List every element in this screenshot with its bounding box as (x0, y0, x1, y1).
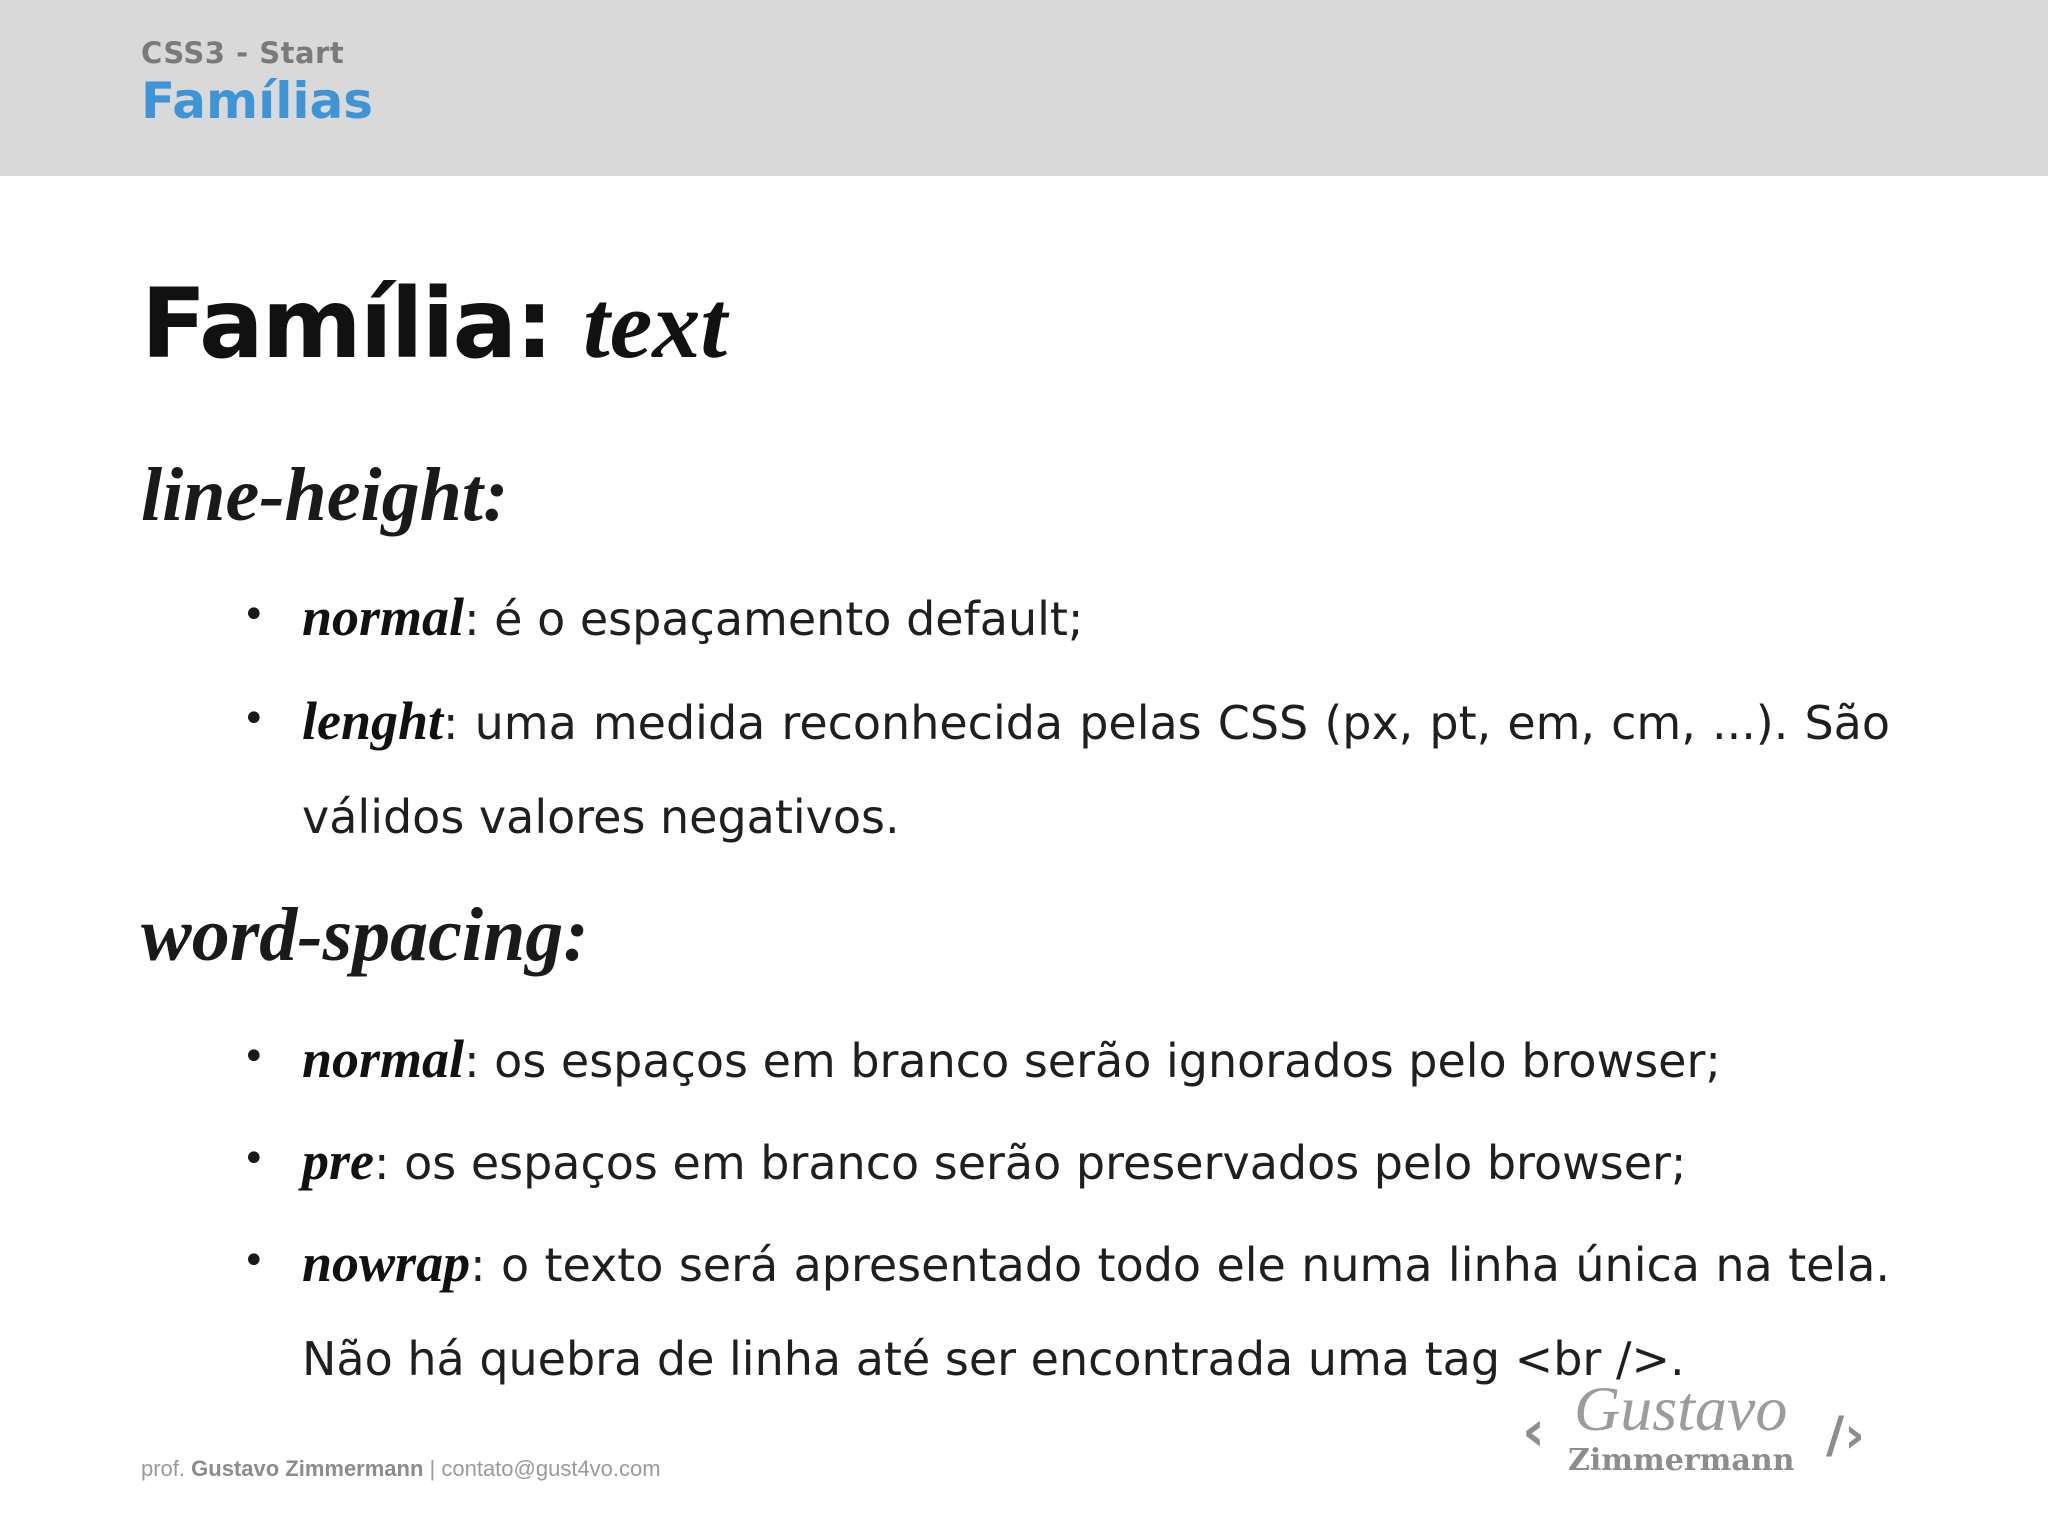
item-text: : uma medida reconhecida pelas CSS (px, pt, em, cm, ...). São válidos valores negativos. (302, 696, 1890, 844)
item-text: : o texto será apresentado todo ele numa linha única na tela. Não há quebra de linha até ser encontrada uma tag <br />. (302, 1238, 1890, 1386)
list-item (302, 570, 1890, 666)
bullet-icon: • (242, 1238, 266, 1284)
bullet-icon: • (242, 1136, 266, 1182)
item-term: lenght (302, 691, 444, 751)
bullet-icon: • (242, 592, 266, 638)
footer-prefix: prof. (141, 1456, 192, 1481)
item-term: normal (302, 587, 465, 647)
section-heading-word-spacing: word-spacing: (141, 893, 589, 977)
item-text: : os espaços em branco serão ignorados pelo browser; (464, 1034, 1721, 1088)
list-item (302, 674, 1890, 864)
footer-author: Gustavo Zimmermann (191, 1456, 424, 1481)
item-term: pre (302, 1131, 374, 1191)
author-logo-graphic (1518, 1378, 1888, 1478)
slide-title (141, 268, 727, 380)
author-logo (1518, 1378, 1888, 1478)
item-term: normal (302, 1029, 465, 1089)
bullet-icon: • (242, 1034, 266, 1080)
item-text: : os espaços em branco serão preservados pelo browser; (373, 1136, 1687, 1190)
item-term: nowrap (302, 1233, 471, 1293)
logo-open-bracket: ‹ (1522, 1399, 1546, 1464)
footer-contact: | contato@gust4vo.com (423, 1456, 661, 1481)
section-heading-line-height: line-height: (141, 453, 509, 537)
header-band (0, 0, 2048, 176)
list-item (302, 1012, 1890, 1108)
logo-surname: Zimmermann (1568, 1443, 1795, 1478)
course-label: CSS3 - Start (141, 36, 345, 70)
slide-title-prefix: Família: (141, 268, 584, 380)
list-item (302, 1114, 1890, 1210)
item-text: : é o espaçamento default; (464, 592, 1084, 646)
bullet-icon: • (242, 696, 266, 742)
logo-script-name: Gustavo (1574, 1378, 1788, 1444)
footer-credit (141, 1456, 661, 1482)
module-title: Famílias (141, 72, 373, 130)
slide-title-italic: text (583, 271, 728, 378)
logo-close-bracket: /› (1826, 1406, 1865, 1464)
